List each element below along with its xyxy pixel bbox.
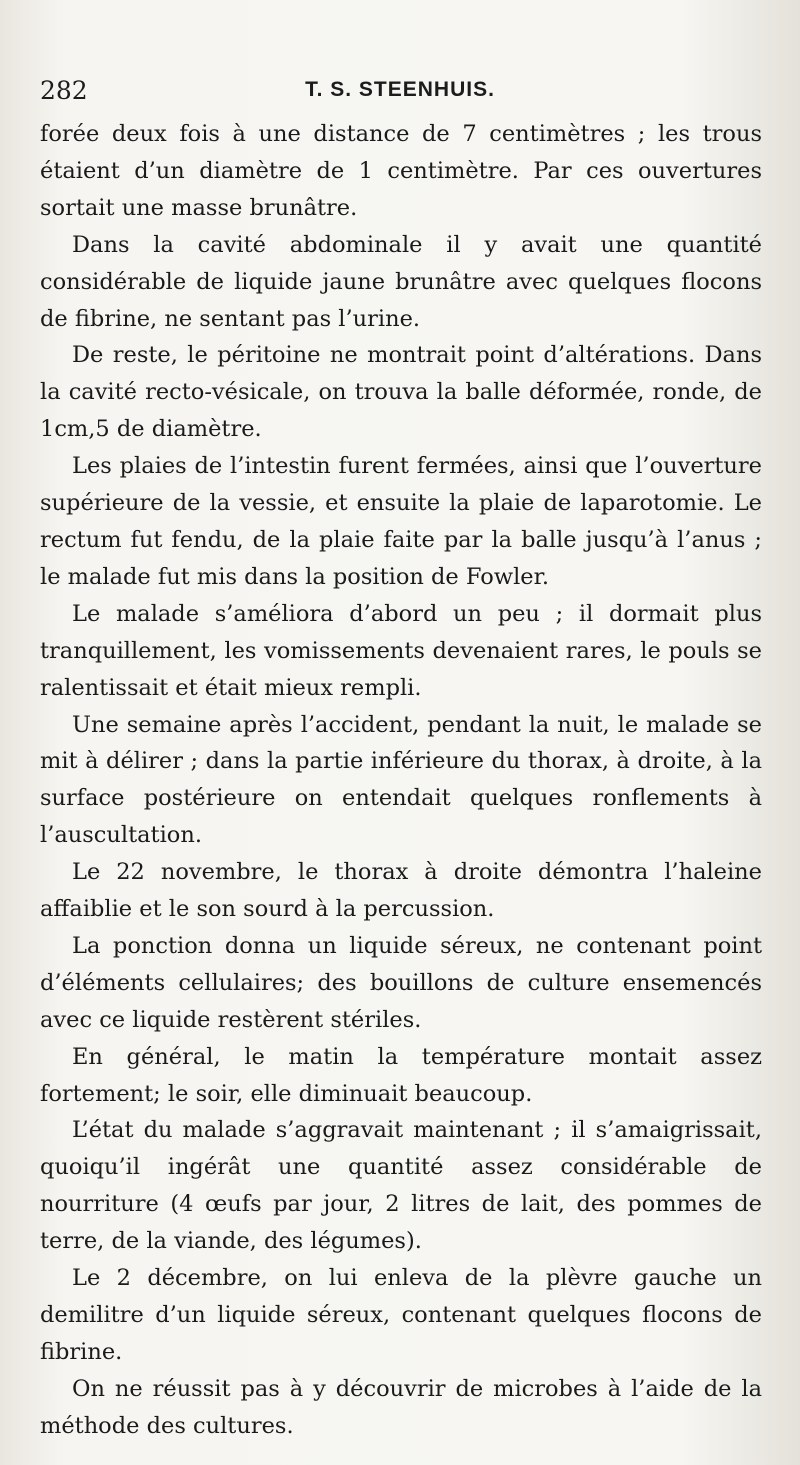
paragraph: Le 2 décembre, on lui enleva de la plèvre gauche un demilitre d’un liquide séreux, contenant quelques flocons de fibrine.	[40, 1265, 762, 1365]
paragraph: forée deux fois à une distance de 7 centimètres ; les trous étaient d’un diamètre de 1 centimètre. Par ces ouvertures sortait une masse brunâtre.	[40, 121, 762, 221]
page-header	[40, 70, 760, 110]
paragraph: Les plaies de l’intestin furent fermées, ainsi que l’ouverture supérieure de la vessie, et ensuite la plaie de laparotomie. Le rectum fut fendu, de la plaie faite par la balle jusqu’à l’anus ; le malade fut mis dans la position de Fowler.	[40, 453, 762, 590]
paragraph: On ne réussit pas à y découvrir de microbes à l’aide de la méthode des cultures.	[40, 1375, 762, 1439]
paragraph: De reste, le péritoine ne montrait point d’altérations. Dans la cavité recto-vésicale, on trouva la balle déformée, ronde, de 1cm,5 de diamètre.	[40, 342, 762, 443]
running-head: T. S. STEENHUIS.	[305, 78, 495, 101]
body-text	[40, 116, 762, 1445]
paragraph: Le malade s’améliora d’abord un peu ; il dormait plus tranquillement, les vomissements devenaient rares, le pouls se ralentissait et était mieux rempli.	[40, 600, 762, 701]
paragraph: La ponction donna un liquide séreux, ne contenant point d’éléments cellulaires; des bouillons de culture ensemencés avec ce liquide restèrent stériles.	[40, 932, 762, 1033]
paragraph: En général, le matin la température montait assez fortement; le soir, elle diminuait beaucoup.	[40, 1043, 762, 1107]
page-number: 282	[40, 76, 88, 105]
paragraph: Dans la cavité abdominale il y avait une quantité considérable de liquide jaune brunâtre avec quelques flocons de fibrine, ne sentant pas l’urine.	[40, 231, 762, 332]
paragraph: Une semaine après l’accident, pendant la nuit, le malade se mit à délirer ; dans la partie inférieure du thorax, à droite, à la surface postérieure on entendait quelques ronflements à l’auscultation.	[40, 711, 762, 849]
paragraph: L’état du malade s’aggravait maintenant ; il s’amaigrissait, quoiqu’il ingérât une quantité assez considérable de nourriture (4 œufs par jour, 2 litres de lait, des pommes de terre, de la viande, des légumes).	[40, 1117, 762, 1255]
paragraph: Le 22 novembre, le thorax à droite démontra l’haleine affaiblie et le son sourd à la percussion.	[40, 859, 762, 923]
